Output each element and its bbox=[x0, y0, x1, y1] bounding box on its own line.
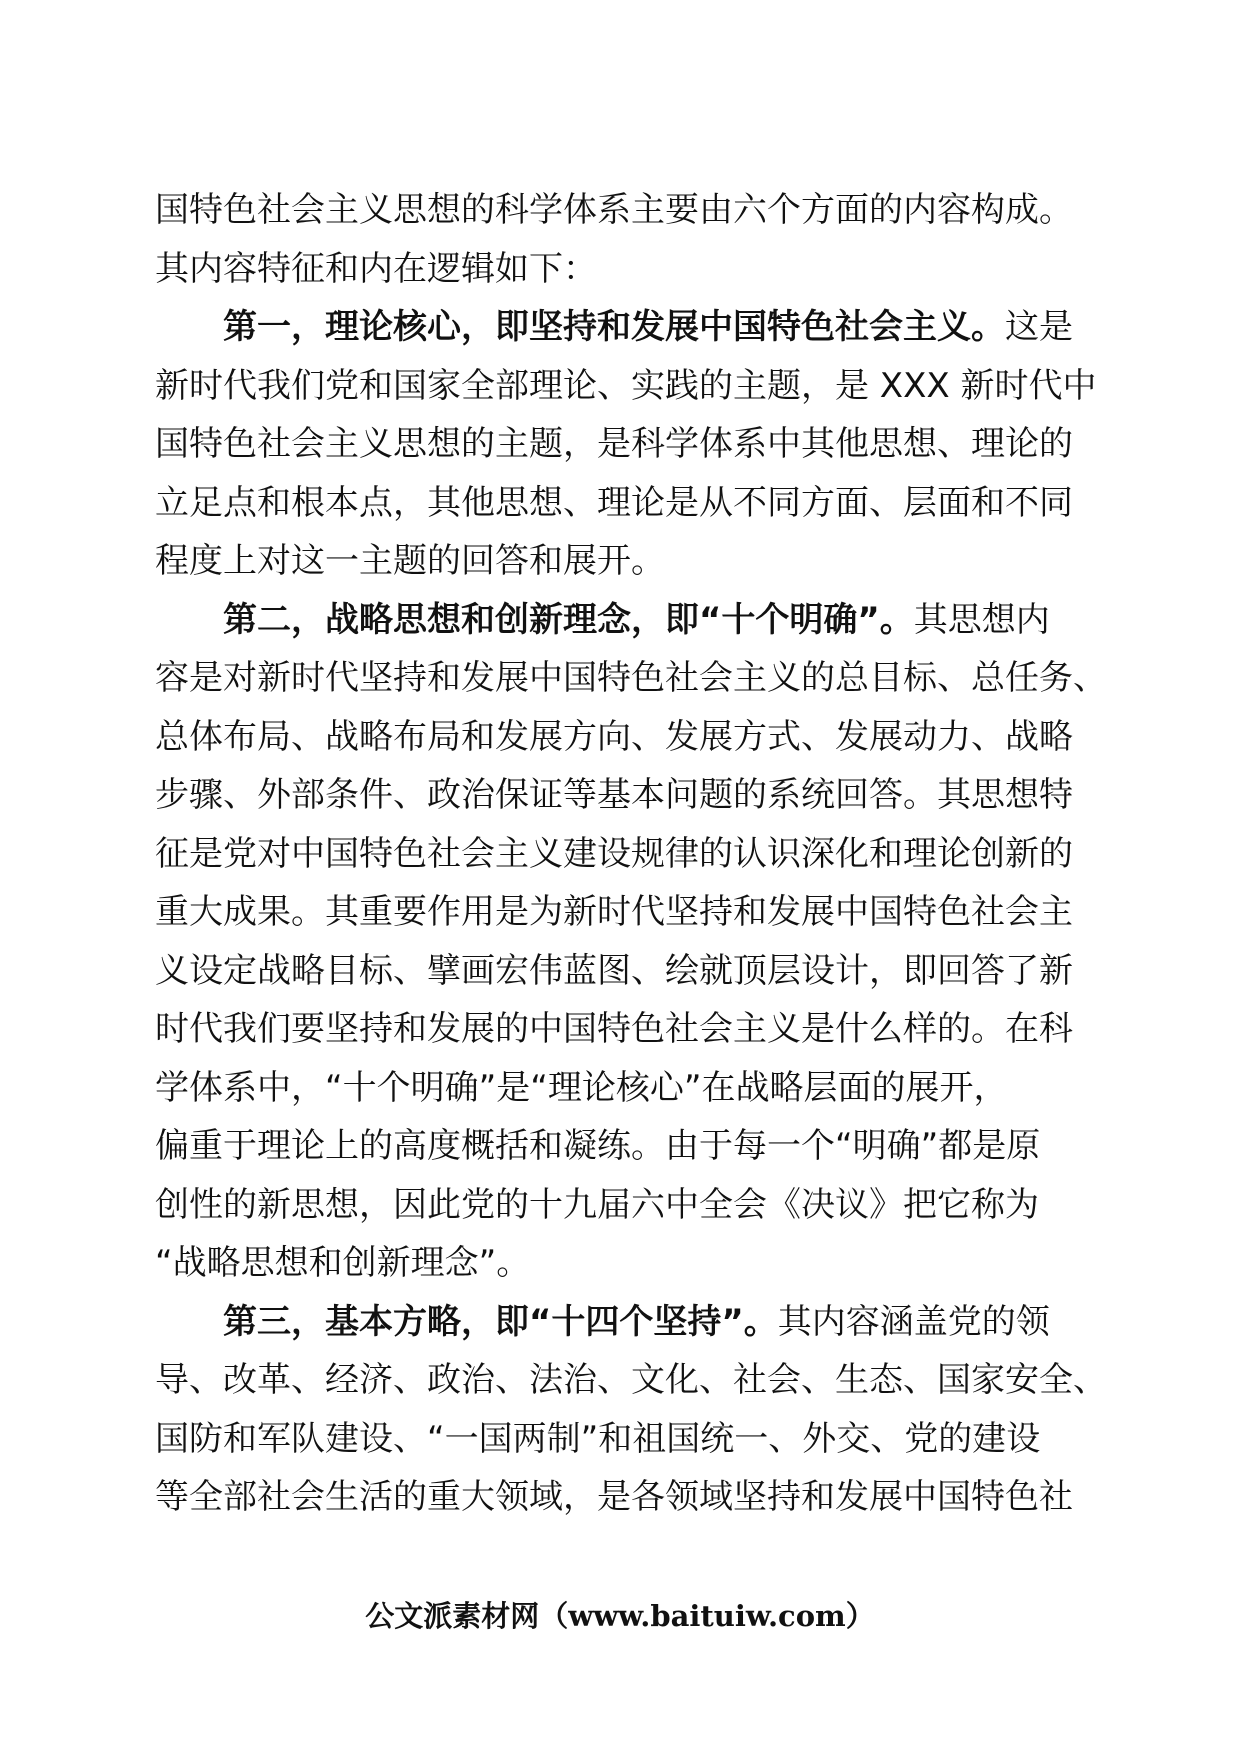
text-line: 容是对新时代坚持和发展中国特色社会主义的总目标、总任务、 bbox=[155, 658, 1107, 698]
text-line: 国特色社会主义思想的科学体系主要由六个方面的内容构成。 bbox=[155, 190, 1073, 230]
text-line: 导、改革、经济、政治、法治、文化、社会、生态、国家安全、 bbox=[155, 1360, 1107, 1400]
section-2-heading: 第二，战略思想和创新理念，即“十个明确”。 bbox=[223, 599, 914, 640]
text-line: 立足点和根本点，其他思想、理论是从不同方面、层面和不同 bbox=[155, 482, 1073, 523]
text-line: 学体系中，“十个明确”是“理论核心”在战略层面的展开， bbox=[155, 1067, 1008, 1108]
section-2-first-line bbox=[155, 591, 1075, 650]
text-line: 程度上对这一主题的回答和展开。 bbox=[155, 541, 665, 581]
section-1-heading: 第一，理论核心，即坚持和发展中国特色社会主义。 bbox=[223, 307, 1005, 347]
document-body bbox=[155, 181, 1107, 1527]
text-line: 其内容特征和内在逻辑如下： bbox=[155, 248, 597, 289]
section-1-first-line-rest: 这是 bbox=[1005, 307, 1073, 347]
text-line: 时代我们要坚持和发展的中国特色社会主义是什么样的。在科 bbox=[155, 1009, 1073, 1049]
text-line: 重大成果。其重要作用是为新时代坚持和发展中国特色社会主 bbox=[155, 892, 1073, 932]
footer-watermark-text: 公文派素材网（www.baituiw.com） bbox=[365, 1599, 875, 1633]
section-1-paragraph bbox=[155, 298, 1097, 591]
text-line: 国特色社会主义思想的主题，是科学体系中其他思想、理论的 bbox=[155, 424, 1073, 464]
text-line: 步骤、外部条件、政治保证等基本问题的系统回答。其思想特 bbox=[155, 775, 1073, 815]
section-3-paragraph bbox=[155, 1293, 1107, 1527]
text-line: 国防和军队建设、“一国两制”和祖国统一、外交、党的建设 bbox=[155, 1418, 1041, 1459]
text-line: 征是党对中国特色社会主义建设规律的认识深化和理论创新的 bbox=[155, 833, 1073, 874]
text-line: 新时代我们党和国家全部理论、实践的主题，是 XXX 新时代中 bbox=[155, 365, 1097, 406]
section-1-first-line bbox=[155, 298, 1075, 357]
section-2-first-line-rest: 其思想内 bbox=[913, 599, 1050, 640]
text-line: 总体布局、战略布局和发展方向、发展方式、发展动力、战略 bbox=[155, 716, 1073, 757]
intro-paragraph bbox=[155, 181, 1075, 298]
section-3-first-line bbox=[155, 1293, 1075, 1352]
section-3-first-line-rest: 其内容涵盖党的领 bbox=[777, 1301, 1050, 1342]
section-2-paragraph bbox=[155, 591, 1107, 1293]
section-3-heading: 第三，基本方略，即“十四个坚持”。 bbox=[223, 1301, 778, 1342]
text-line: 创性的新思想，因此党的十九届六中全会《决议》把它称为 bbox=[155, 1184, 1039, 1225]
text-line: 义设定战略目标、擘画宏伟蓝图、绘就顶层设计，即回答了新 bbox=[155, 950, 1073, 991]
text-line: “战略思想和创新理念”。 bbox=[155, 1243, 531, 1283]
text-line: 偏重于理论上的高度概括和凝练。由于每一个“明确”都是原 bbox=[155, 1126, 1041, 1166]
text-line: 等全部社会生活的重大领域，是各领域坚持和发展中国特色社 bbox=[155, 1477, 1073, 1517]
